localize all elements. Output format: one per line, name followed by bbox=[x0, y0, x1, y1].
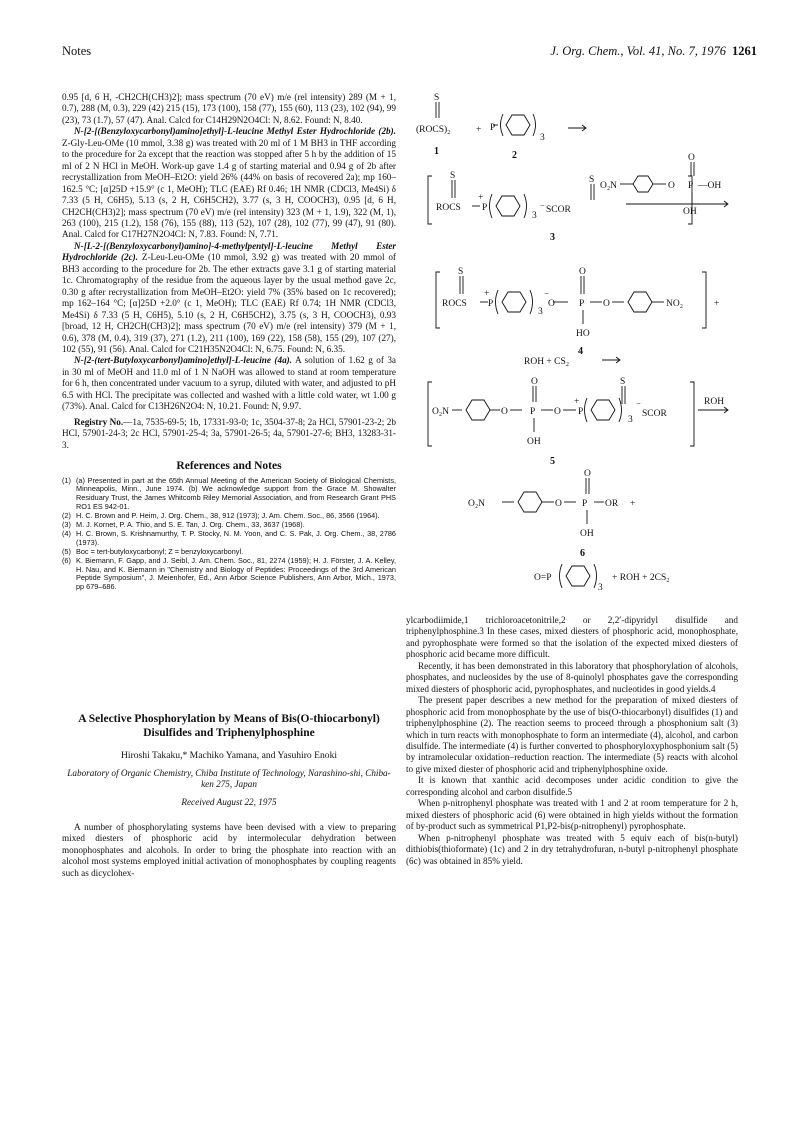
paragraph: It is known that xanthic acid decomposes under acidic condition to give the corresponding alcohol and carbon disulfide.5 bbox=[406, 775, 738, 797]
sulfur-label: S bbox=[458, 267, 464, 277]
hydroxyl-label: OH bbox=[683, 207, 697, 217]
paragraph: N-[2-[(Benzyloxycarbonyl)amino]ethyl]-L-leucine Methyl Ester Hydrochloride (2b). Z-Gly-Leu-OMe (10 mmol, 3.38 g) was treated with 20 ml of 1 M BH3 in THF according to the procedure for 2a except that the reaction was stopped after 5 h by the addition of 15 ml of 2 N HCl in MeOH. Work-up gave 1.4 g of starting material and 0.94 g of 2b after recrystallization from MeOH–Et2O: yield 26% (44% on basis of recovered 2a); mp 160–162.5 °C; [α]25D +15.9° (c 1, MeOH); TLC (EAE) Rf 0.46; 1H NMR (CDCl3, Me4Si) δ 7.33 (5 H, C6H5), 5.13 (s, 2 H, C6H5CH2), 3.77 (s, 3 H, COOCH3), 0.95 [d, 6 H, CH2CH(CH3)2]; mass spectrum (70 eV) m/e (rel intensity) 323 (M + 1, 1.9), 322 (M, 1), 263 (100), 215 (1.2), 158 (76), 155 (88), 113 (52), 107 (28), 102 (77), 99 (47), 91 (80). Anal. Calcd for C17H27N2O4Cl: N, 7.83. Found: N, 7.71. bbox=[62, 126, 396, 240]
hydroxyl-label: OH bbox=[527, 437, 541, 447]
compound-1-label: 1 bbox=[434, 146, 439, 157]
sulfur-label: S bbox=[620, 377, 626, 387]
subscript-3: 3 bbox=[540, 133, 545, 143]
reference-text: Boc = tert-butyloxycarbonyl; Z = benzyloxycarbonyl. bbox=[76, 546, 244, 556]
charge-minus: ⁻ bbox=[540, 203, 546, 213]
phosphorus-label: P bbox=[490, 123, 496, 133]
paragraph: When p-nitrophenyl phosphate was treated with 5 equiv each of bis(n-butyl) dithiobis(thioformate) (1c) and 2 in dry tetrahydrofuran, n-butyl p-nitrophenyl phosphate (6c) was obtained in 85% yield. bbox=[406, 832, 738, 866]
oxygen-label: O bbox=[548, 299, 555, 309]
paragraph: When p-nitrophenyl phosphate was treated with 1 and 2 at room temperature for 2 h, mixed diesters of phosphoric acid (6) were obtained in high yields without the formation of by-product such as symmetrical P1,P2-bis(p-nitrophenyl) pyrophosphate. bbox=[406, 798, 738, 832]
journal-citation: J. Org. Chem., Vol. 41, No. 7, 1976 1261 bbox=[550, 44, 757, 58]
reference-text: H. C. Brown and P. Heim, J. Org. Chem., 38, 912 (1973); J. Am. Chem. Soc., 86, 3566 (1964). bbox=[76, 511, 380, 521]
reference-item bbox=[62, 557, 396, 593]
paragraph: A number of phosphorylating systems have been devised with a view to preparing mixed diesters of phosphoric acid by intermolecular dehydration between monophosphates and alcohols. In order to bring the phosphate into reaction with an alcohol most systems employed initial activation of monophosphates by coupling reagents such as dicyclohex- bbox=[62, 822, 396, 878]
paragraph: Recently, it has been demonstrated in this laboratory that phosphorylation of alcohols, phosphates, and nucleosides by the use of 8-quinolyl phosphates gave the corresponding mixed diesters of phosphoric acid, pyrophosphates, and nucleotides in good yields.4 bbox=[406, 660, 738, 694]
final-products: + ROH + 2CS₂ bbox=[612, 573, 670, 583]
oxygen-label: O bbox=[554, 407, 561, 417]
reference-number: (3) bbox=[62, 520, 71, 530]
byproduct-formula: ROH + CS₂ bbox=[524, 357, 570, 367]
authors: Hiroshi Takaku,* Machiko Yamana, and Yasuhiro Enoki bbox=[120, 750, 338, 762]
reference-text: H. C. Brown, S. Krishnamurthy, T. P. Stocky, N. M. Yoon, and C. S. Pak, J. Org. Chem., 38, 2786 (1973). bbox=[76, 528, 396, 547]
reference-number: (5) bbox=[62, 546, 71, 556]
subscript-3: 3 bbox=[628, 415, 633, 425]
phosphorus-label: P bbox=[578, 407, 584, 417]
compound-6-label: 6 bbox=[580, 548, 585, 559]
or-group: OR bbox=[605, 499, 619, 509]
charge-plus: + bbox=[574, 397, 580, 407]
plus-sign: + bbox=[714, 299, 720, 309]
references-list bbox=[62, 477, 396, 593]
nitro-group: NO₂ bbox=[666, 299, 684, 309]
scor-group: SCOR bbox=[642, 409, 667, 419]
paragraph: The present paper describes a new method for the preparation of mixed diesters of phosphoric acid from monophosphate by the use of bis(O-thiocarbonyl) disulfides (1) and triphenylphosphine (2). The reaction seems to proceed through a phosphonium salt (3) which in turn reacts with monophosphate to form an intermediate (4), alcohol, and carbon disulfide. The intermediate (4) is further converted to phosphoryloxyphosphonium salt (5) by intramolecular oxidation–reduction reaction. The intermediate (5) reacts with alcohol to give mixed diester of phosphoric acid and triphenylphosphine oxide. bbox=[406, 695, 738, 774]
reaction-scheme bbox=[398, 92, 748, 612]
oxygen-label: O bbox=[688, 153, 695, 163]
reference-text: (a) Presented in part at the 65th Annual Meeting of the American Society of Biological Chemists, Minneapolis, Minn., June 1974. (b) We acknowledge support from the Grace M. Showalter Residuary Trust, the James Whitcomb Riley Memorial Association, and from Research Grant PHS RO1 ES 942-01. bbox=[76, 475, 396, 512]
reference-item bbox=[62, 477, 396, 513]
charge-minus: ⁻ bbox=[636, 401, 642, 411]
compound-2-label: 2 bbox=[512, 150, 517, 161]
page-number: 1261 bbox=[732, 44, 757, 58]
hydroxyl-label: —OH bbox=[698, 181, 722, 191]
sulfur-label: S bbox=[589, 175, 595, 185]
scor-group: SCOR bbox=[546, 205, 571, 215]
reference-number: (1) bbox=[62, 475, 71, 485]
compound-5-label: 5 bbox=[550, 456, 555, 467]
reactant-1-formula: (ROCS)₂ bbox=[416, 125, 451, 135]
right-column bbox=[406, 615, 738, 867]
charge-plus: + bbox=[478, 193, 484, 203]
reference-number: (4) bbox=[62, 528, 71, 538]
oxygen-label: O bbox=[531, 377, 538, 387]
rocs-group: ROCS bbox=[436, 203, 461, 213]
paragraph: N-[L-2-[(Benzyloxycarbonyl)amino]-4-methylpentyl]-L-leucine Methyl Ester Hydrochloride (2c). Z-Leu-Leu-OMe (10 mmol, 3.92 g) was treated with 20 mmol of BH3 according to the procedure for 2b. The ether extracts gave 3.1 g of starting material 1c. Chromatography of the residue from the aqueous layer by the usual method gave 2c, 0.30 g after recrystallization from MeOH–Et2O: yield 7% (35% based on 1c recovered); mp 162–164 °C; [α]25D +2.0° (c 1, MeOH); TLC (EAE) Rf 0.74; 1H NMR (CDCl3, Me4Si) δ 7.33 (5 H, C6H5), 5.10 (s, 2 H, C6H5CH2), 3.75 (s, 3 H, COOCH3), 0.93 [broad, 12 H, CH2CH(CH3)2]; mass spectrum (70 eV) m/e (rel intensity) 379 (M + 1, 0.6), 378 (M, 0.4), 319 (37), 271 (1.2), 211 (100), 169 (22), 158 (58), 155 (29), 107 (27), 102 (55), 91 (56). Anal. Calcd for C21H35N2O4Cl: N, 6.75. Found: N, 6.35. bbox=[62, 240, 396, 354]
paragraph: 0.95 [d, 6 H, -CH2CH(CH3)2]; mass spectrum (70 eV) m/e (rel intensity) 289 (M + 1, 0.7), 288 (M, 0.3), 229 (42) 215 (15), 173 (100), 158 (77), 155 (60), 113 (23), 102 (94), 99 (23), 73 (1.7), 57 (47). Anal. Calcd for C14H29N2O4Cl: N, 8.62. Found: N, 8.40. bbox=[62, 92, 396, 125]
oxygen-label: O bbox=[501, 407, 508, 417]
scheme-drawing bbox=[398, 92, 748, 612]
received-date: Received August 22, 1975 bbox=[181, 796, 277, 807]
compound-3-label: 3 bbox=[550, 232, 555, 243]
sulfur-label: S bbox=[450, 171, 456, 181]
charge-minus: ⁻ bbox=[544, 291, 550, 301]
reference-text: M. J. Kornet, P. A. Thio, and S. E. Tan, J. Org. Chem., 33, 3637 (1968). bbox=[76, 520, 305, 530]
oxygen-label: O bbox=[555, 499, 562, 509]
sulfur-label: S bbox=[434, 93, 440, 103]
oxygen-label: O bbox=[579, 267, 586, 277]
nitro-group: O₂N bbox=[468, 499, 486, 509]
phosphorus-label: P bbox=[530, 407, 536, 417]
reference-text: K. Biemann, F. Gapp, and J. Seibl, J. Am. Chem. Soc., 81, 2274 (1959); H. J. Förster, J. A. Kelley, H. Nau, and K. Biemann in "Chemistry and Biology of Peptides: Proceedings of the 3rd American Peptide Symposium", J. Meienhofer, Ed., Ann Arbor Science Publishers, Ann Arbor, Mich., 1973, pp 679–686. bbox=[76, 555, 396, 592]
left-column bbox=[62, 92, 396, 879]
subscript-3: 3 bbox=[532, 211, 537, 221]
section-label: Notes bbox=[62, 44, 92, 58]
hydroxyl-label: HO bbox=[576, 329, 590, 339]
oxygen-label: O bbox=[603, 299, 610, 309]
nitro-group: O₂N bbox=[600, 181, 618, 191]
reference-item bbox=[62, 530, 396, 548]
phosphorus-label: P bbox=[688, 181, 694, 191]
paragraph: ylcarbodiimide,1 trichloroacetonitrile,2 or 2,2′-dipyridyl disulfide and triphenylphosphine.3 In these cases, mixed diesters of phosphoric acid, monophosphate, and pyrophosphate were formed so that the isolation of the expected mixed diesters of phosphoric acid became more difficult. bbox=[406, 615, 738, 660]
article-title: A Selective Phosphorylation by Means of Bis(O-thiocarbonyl) Disulfides and Triphenylphosphine bbox=[78, 713, 380, 740]
hydroxyl-label: OH bbox=[580, 529, 594, 539]
references-heading: References and Notes bbox=[176, 460, 282, 473]
phosphine-oxide: O=P bbox=[534, 573, 552, 583]
phosphorus-label: P bbox=[488, 299, 494, 309]
rocs-group: ROCS bbox=[442, 299, 467, 309]
subscript-3: 3 bbox=[538, 307, 543, 317]
reference-number: (2) bbox=[62, 511, 71, 521]
running-header bbox=[62, 44, 757, 62]
compound-4-label: 4 bbox=[578, 346, 583, 357]
subscript-3: 3 bbox=[598, 583, 603, 593]
reference-number: (6) bbox=[62, 555, 71, 565]
phosphorus-label: P bbox=[579, 299, 585, 309]
phosphorus-label: P bbox=[582, 499, 588, 509]
phosphorus-label: P bbox=[482, 203, 488, 213]
oxygen-label: O bbox=[668, 181, 675, 191]
oxygen-label: O bbox=[584, 469, 591, 479]
plus-sign: + bbox=[476, 125, 482, 135]
paragraph: N-[2-(tert-Butyloxycarbonyl)amino]ethyl]-L-leucine (4a). A solution of 1.62 g of 3a in 30 ml of MeOH and 11.0 ml of 1 N NaOH was allowed to stand at room temperature for 6 h, then concentrated under vacuum to a syrup, diluted with water, and adjusted to pH 6.5 with HCl. The precipitate was collected and washed with a little cold water, wt 1.00 g (73%). Anal. Calcd for C13H26N2O4: N, 10.21. Found: N, 9.97. bbox=[62, 355, 396, 412]
charge-plus: + bbox=[484, 289, 490, 299]
affiliation: Laboratory of Organic Chemistry, Chiba Institute of Technology, Narashino-shi, Chiba-ken 275, Japan bbox=[67, 767, 391, 790]
registry-numbers: Registry No.—1a, 7535-69-5; 1b, 17331-93-0; 1c, 3504-37-8; 2a HCl, 57901-23-2; 2b HCl, 57901-24-3; 2c HCl, 57901-25-4; 3a, 57901-26-5; 4a, 57901-27-6; BH3, 13283-31-3. bbox=[62, 416, 396, 450]
plus-sign: + bbox=[630, 499, 636, 509]
arrow-reagent: ROH bbox=[704, 397, 725, 407]
nitro-group: O₂N bbox=[432, 407, 450, 417]
